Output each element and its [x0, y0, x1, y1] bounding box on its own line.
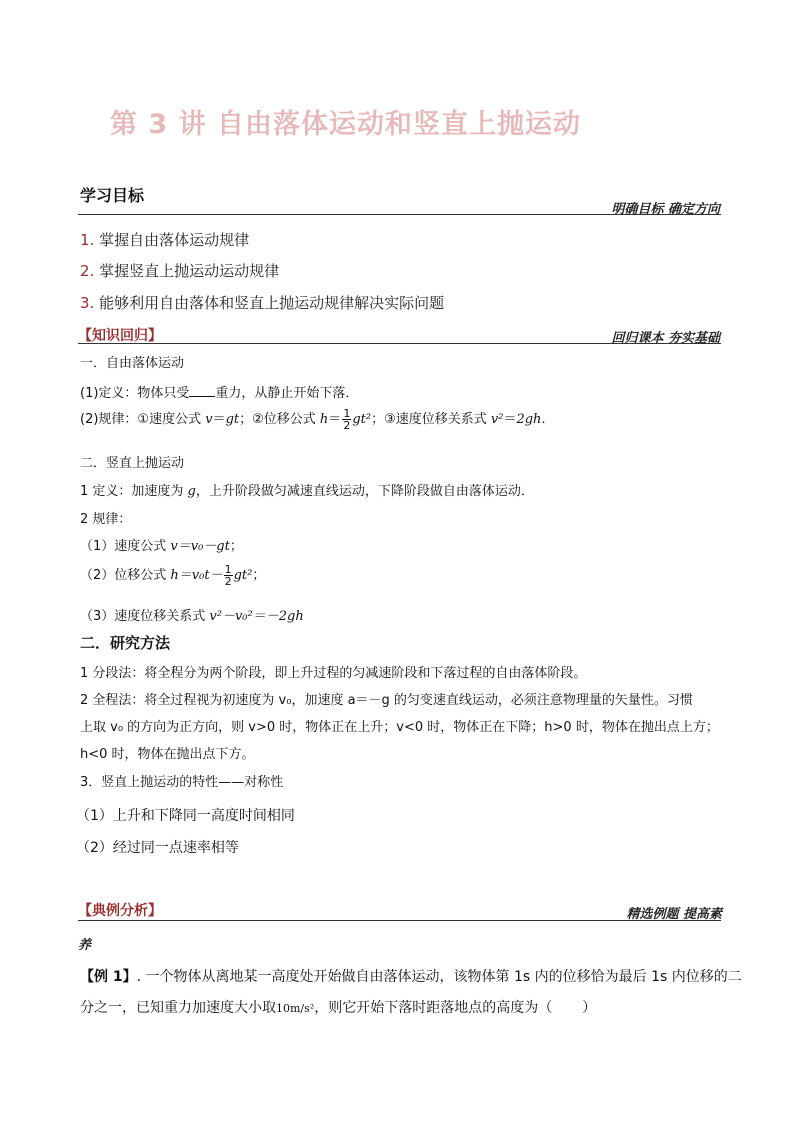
- s1-rule-e: ；③速度位移关系式: [371, 412, 491, 427]
- s1-def-a: (1)定义：物体只受: [80, 386, 190, 401]
- goals-divider: [78, 214, 721, 215]
- example-text-2a: 分之一，已知重力加速度大小取: [80, 1000, 276, 1016]
- s2-rule: 2 规律：: [80, 512, 132, 527]
- fraction-half: [224, 564, 233, 587]
- s1-definition: [80, 382, 358, 401]
- frac-num: 1: [224, 563, 232, 576]
- example-text-2b: ，则它开始下落时距落地点的高度为（: [314, 1000, 553, 1016]
- s1-def-b: 重力，从静止开始下落．: [215, 386, 359, 401]
- method-3: 3．竖直上抛运动的特性——对称性: [80, 775, 284, 790]
- fill-blank: [189, 384, 215, 397]
- var-v2: v²: [490, 412, 504, 427]
- s2-l1-a: （1）速度公式: [80, 539, 171, 554]
- goal-item-1: [80, 229, 249, 250]
- method-title: 二．研究方法: [80, 634, 171, 652]
- s2-definition: [80, 480, 534, 499]
- s1-rule-a: (2)规律：①速度公式: [80, 412, 206, 427]
- goal-item-2: [80, 260, 279, 281]
- var-gt2: gt²: [233, 568, 253, 583]
- var-v: v: [205, 412, 213, 427]
- example-heading: 【典例分析】: [78, 903, 162, 919]
- frac-num: 1: [343, 407, 351, 420]
- goal-text: 掌握自由落体运动规律: [99, 231, 250, 249]
- goal-num: 2.: [80, 262, 95, 280]
- s1-rule-c: ；②位移公式: [239, 412, 320, 427]
- s2-rule-1: [80, 535, 243, 554]
- example-divider: [78, 920, 721, 921]
- s1-rule: [80, 408, 546, 431]
- example-tag-wrap: 养: [78, 938, 92, 953]
- goal-text: 掌握竖直上抛运动运动规律: [99, 262, 280, 280]
- method-2-line1: 2 全程法：将全过程视为初速度为 v₀，加速度 a＝－g 的匀变速直线运动，必须注意物理量的矢量性。习惯: [80, 693, 693, 708]
- example-label: 【例 1】: [80, 969, 137, 985]
- formula-displacement: h＝v₀t－: [170, 568, 223, 583]
- s2-l3-a: （3）速度位移关系式: [80, 609, 210, 624]
- example-tag: 精选例题 提高素: [626, 907, 722, 922]
- s2-l1-b: ；: [229, 539, 243, 554]
- var-2gh: 2gh.: [516, 412, 546, 427]
- example-1-line1: [80, 966, 742, 986]
- example-text-1: . 一个物体从离地某一高度处开始做自由落体运动，该物体第 1s 内的位移恰为最后 1s 内位移的二: [136, 969, 742, 985]
- frac-den: 2: [343, 419, 351, 432]
- var-gt: gt: [225, 412, 240, 427]
- knowledge-heading: 【知识回归】: [78, 328, 162, 344]
- method-2-line3: h<0 时，物体在抛出点下方。: [80, 747, 255, 762]
- knowledge-divider: [78, 343, 721, 344]
- goal-num: 3.: [80, 294, 95, 312]
- goal-text: 能够利用自由落体和竖直上抛运动规律解决实际问题: [99, 294, 445, 312]
- method-1: 1 分段法：将全程分为两个阶段，即上升过程的匀减速阶段和下落过程的自由落体阶段。: [80, 666, 587, 681]
- eq: ＝: [212, 412, 226, 427]
- goals-tag: 明确目标 确定方向: [611, 202, 720, 217]
- s2-def-a: 1 定义：加速度为: [80, 484, 188, 499]
- s2-l2-b: ；: [252, 568, 266, 583]
- symmetry-1: （1）上升和下降同一高度时间相同: [76, 808, 295, 824]
- s2-title: 二．竖直上抛运动: [80, 456, 185, 471]
- var-g: g: [187, 484, 196, 499]
- formula-vel-disp: v²－v₀²＝－2gh: [209, 609, 304, 624]
- gravity-unit: 10m/s²: [276, 1002, 315, 1015]
- knowledge-tag: 回归课本 夯实基础: [611, 331, 720, 346]
- eq: ＝: [503, 412, 517, 427]
- var-h: h: [319, 412, 329, 427]
- goal-num: 1.: [80, 231, 95, 249]
- eq: ＝: [328, 412, 342, 427]
- method-2-line2: 上取 v₀ 的方向为正方向，则 v>0 时，物体正在上升；v<0 时，物体正在下降；h>0 时，物体在抛出点上方；: [80, 720, 719, 735]
- s1-title: 一．自由落体运动: [80, 356, 185, 371]
- example-text-2c: ）: [582, 1000, 597, 1016]
- example-1-line2: [80, 997, 596, 1017]
- s2-rule-3: [80, 605, 304, 624]
- s2-def-b: ，上升阶段做匀减速直线运动，下降阶段做自由落体运动．: [195, 484, 534, 499]
- frac-den: 2: [224, 575, 232, 588]
- var-gt2: gt²: [352, 412, 372, 427]
- symmetry-2: （2）经过同一点速率相等: [76, 840, 239, 856]
- fraction-half: [342, 408, 351, 431]
- page-title: 第 3 讲 自由落体运动和竖直上抛运动: [110, 109, 581, 140]
- s2-rule-2: [80, 564, 265, 587]
- formula-velocity: v＝v₀－gt: [170, 539, 230, 554]
- goals-heading: 学习目标: [80, 186, 145, 205]
- s2-l2-a: （2）位移公式: [80, 568, 171, 583]
- goal-item-3: [80, 292, 444, 313]
